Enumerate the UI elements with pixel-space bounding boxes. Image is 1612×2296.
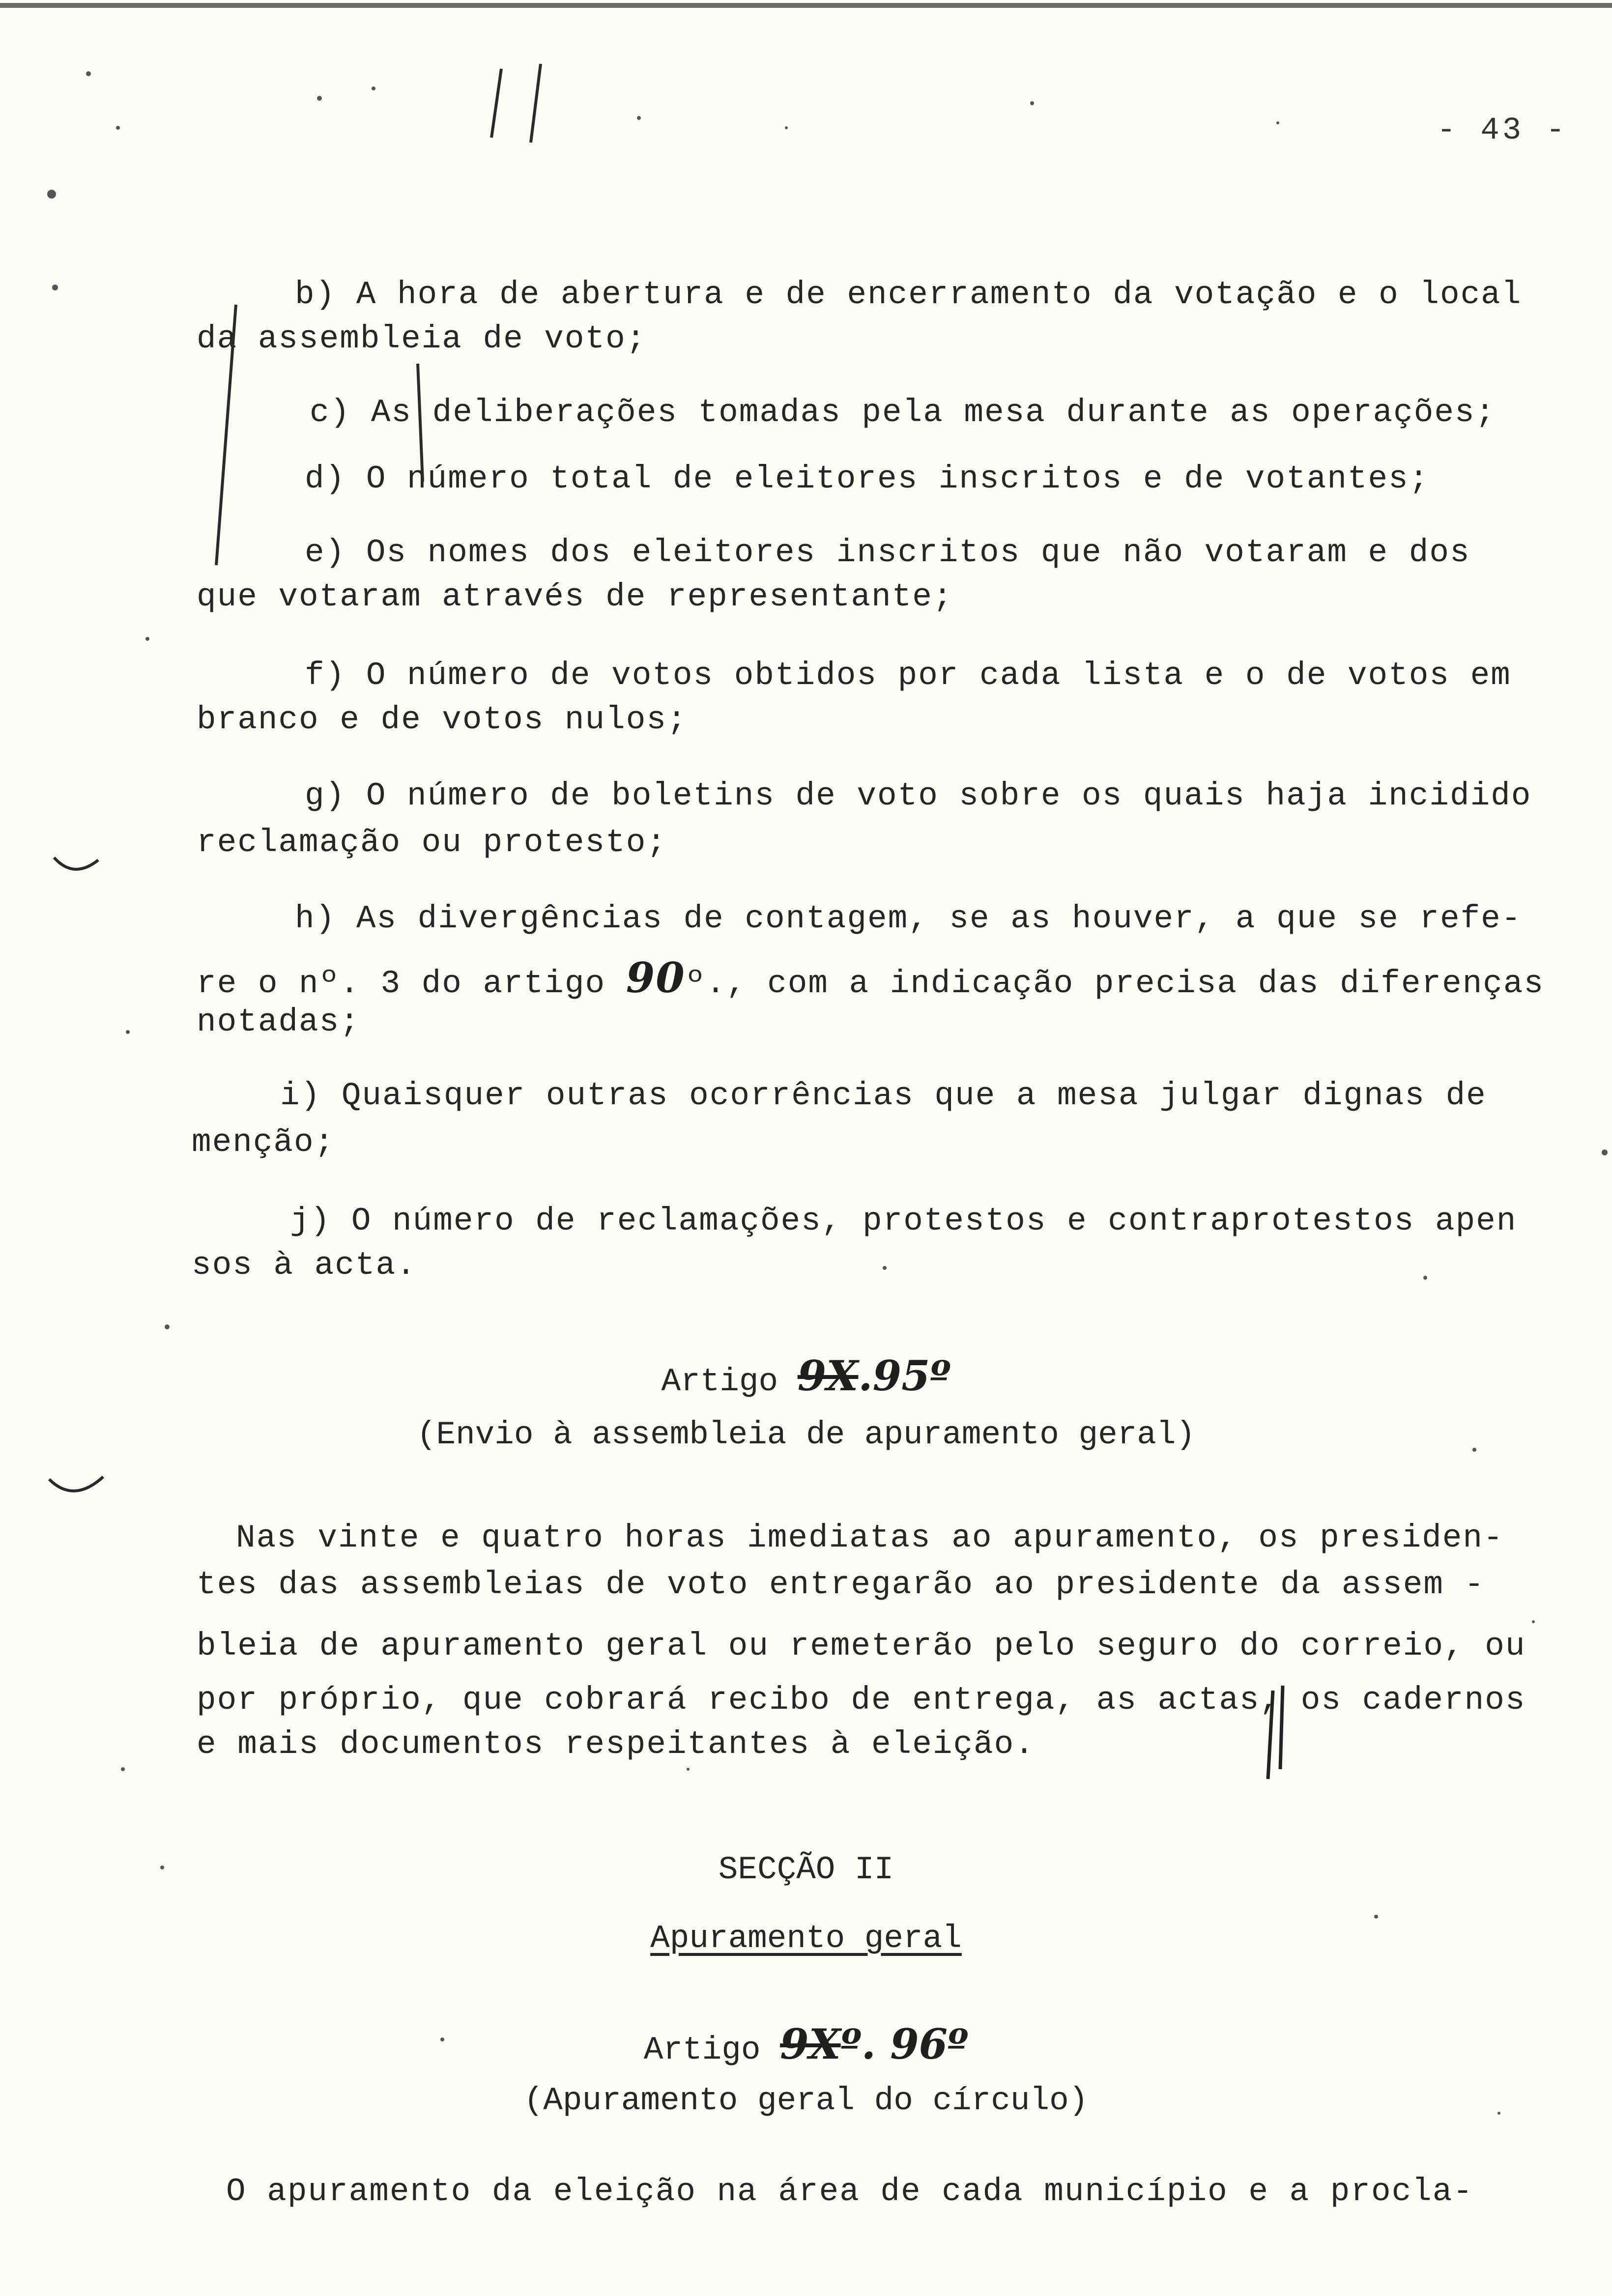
margin-curve-mark	[49, 858, 103, 1491]
margin-vertical-line-mark	[216, 64, 541, 565]
handwritten-article-number: 90	[626, 953, 686, 1002]
bracket-mark	[1268, 1686, 1283, 1779]
item-h-line2-start: re o nº. 3 do artigo	[197, 965, 606, 1002]
page-number: - 43 -	[1437, 113, 1568, 148]
item-h-line3: notadas;	[197, 1004, 360, 1040]
item-f-line1: f) O número de votos obtidos por cada lista e o de votos em	[305, 657, 1511, 694]
article-95-label: Artigo	[661, 1363, 778, 1400]
item-i-line1: i) Quaisquer outras ocorrências que a mesa julgar dignas de	[280, 1077, 1487, 1114]
article-95-hand-number: .95º	[858, 1351, 951, 1400]
article-96-body-line1: O apuramento da eleição na área de cada município e a procla-	[226, 2173, 1473, 2210]
item-b-line1: b) A hora de abertura e de encerramento da votação e o local	[295, 276, 1522, 313]
article-95-body-line1: Nas vinte e quatro horas imediatas ao apuramento, os presiden-	[236, 1520, 1504, 1556]
item-g-line2: reclamação ou protesto;	[197, 824, 667, 861]
item-c: c) As deliberações tomadas pela mesa durante as operações;	[310, 394, 1496, 431]
item-b-line2: da assembleia de voto;	[197, 320, 647, 357]
article-96-title: (Apuramento geral do círculo)	[523, 2082, 1089, 2119]
article-95-struck-number: 9X	[797, 1351, 859, 1400]
article-95-body-line2: tes das assembleias de voto entregarão ao presidente da assem -	[197, 1566, 1485, 1603]
item-d: d) O número total de eleitores inscritos e de votantes;	[305, 460, 1430, 497]
article-96-label: Artigo	[643, 2032, 761, 2068]
item-e-line1: e) Os nomes dos eleitores inscritos que não votaram e dos	[305, 534, 1470, 571]
item-f-line2: branco e de votos nulos;	[197, 701, 688, 738]
article-95-body-line3: bleia de apuramento geral ou remeterão pelo seguro do correio, ou	[197, 1628, 1526, 1665]
item-e-line2: que votaram através de representante;	[197, 578, 953, 615]
item-g-line1: g) O número de boletins de voto sobre os quais haja incidido	[305, 777, 1532, 814]
item-h-line2-end: º., com a indicação precisa das diferenças	[685, 965, 1545, 1002]
item-j-line1: j) O número de reclamações, protestos e contraprotestos apen	[290, 1203, 1517, 1239]
item-h-line1: h) As divergências de contagem, se as houver, a que se refe-	[295, 900, 1522, 937]
article-96-hand-number: º. 96º	[840, 2020, 969, 2068]
article-95-body-line5: e mais documentos respeitantes à eleição.	[197, 1726, 1035, 1763]
section-title: Apuramento geral	[650, 1920, 962, 1957]
article-96-struck-number: 9X	[780, 2020, 841, 2068]
item-j-line2: sos à acta.	[192, 1247, 417, 1284]
section-label: SECÇÃO II	[718, 1851, 894, 1888]
article-95-body-line4: por próprio, que cobrará recibo de entrega, as actas, os cadernos	[197, 1682, 1526, 1719]
item-i-line2: menção;	[192, 1124, 335, 1161]
scan-noise	[47, 71, 1608, 2115]
article-95-title: (Envio à assembleia de apuramento geral)	[416, 1416, 1196, 1453]
